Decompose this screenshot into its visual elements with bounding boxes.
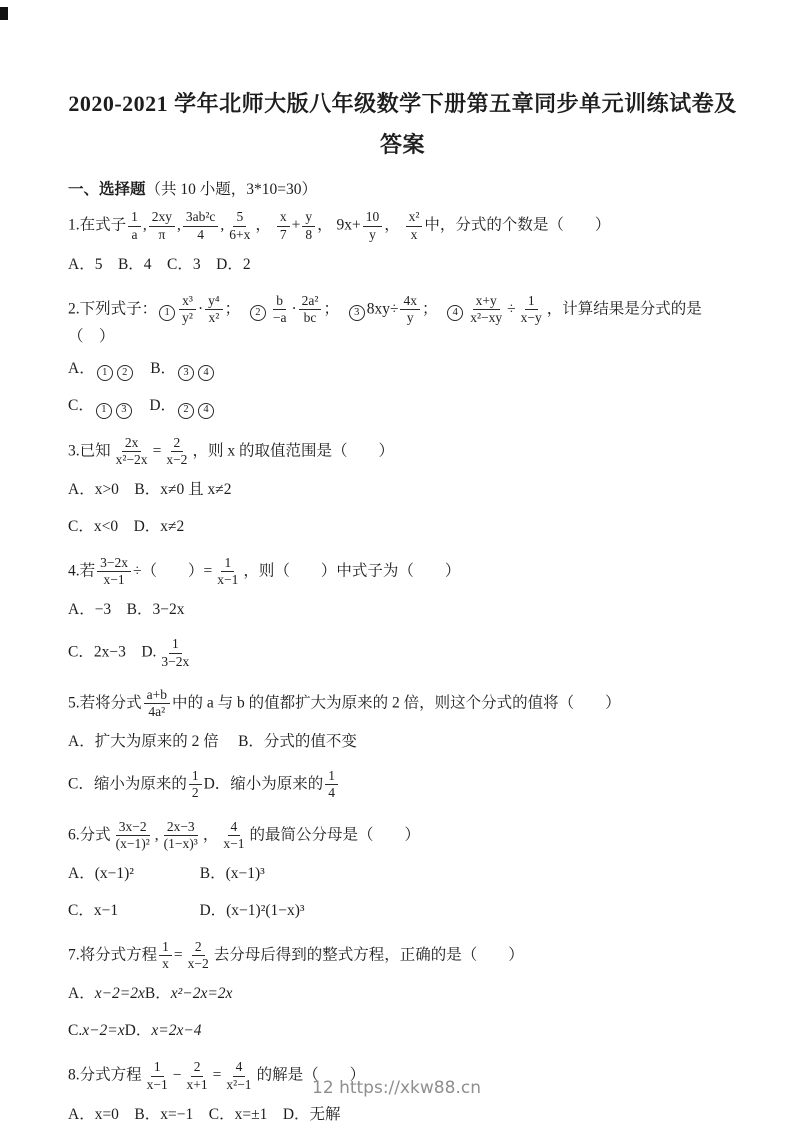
fraction-denominator: x−y	[520, 309, 542, 325]
fraction-numerator: 3−2x	[97, 555, 131, 572]
question-stem: 5.若将分式 $\frac{a+b}{\text{4a²}}$ 中的 a 与 b 的值都扩大为原来的 2 倍，则这个分式的值将（ ）	[68, 686, 621, 719]
page-footer	[0, 1078, 793, 1098]
fraction	[113, 819, 153, 852]
question-2	[68, 292, 737, 425]
fraction	[406, 209, 423, 242]
circled-number: 1	[159, 305, 175, 321]
scan-artifact-mark	[0, 7, 8, 20]
fraction-denominator: 6+x	[229, 226, 251, 242]
fraction-denominator: y	[369, 226, 376, 242]
fraction-numerator: 1	[189, 768, 202, 785]
question-4	[68, 554, 737, 677]
fraction	[185, 939, 212, 972]
fraction-numerator: 1	[525, 293, 538, 310]
question-3	[68, 434, 737, 545]
fraction	[189, 768, 202, 801]
option-line: A．扩大为原来的 2 倍 B．分式的值不变	[68, 733, 357, 751]
fraction-denominator: (x−1)²	[115, 835, 150, 851]
math-italic: x²−2x=2x	[170, 985, 233, 1003]
option-line: A．x>0 B．x≠0 且 x≠2	[68, 480, 232, 498]
question-stem: 1.在式子 $\frac{1}{a}$ , $\frac{2xy}{\pi}$ , $\frac{\text{3ab²c}}{4}$ , $\frac{5}{6+x}$ ， $\frac{x}{7}$ + $\frac{y}{8}$ ， 9x+ $\frac{10}{y}$ ， $\frac{\text{x²}}{x}$ 中，分式的个数是（ ）	[68, 209, 611, 242]
fraction-denominator: 4a²	[148, 703, 166, 719]
option-line: A．−3 B．3−2x	[68, 601, 185, 619]
fraction	[302, 209, 315, 242]
fraction	[214, 555, 241, 588]
fraction-numerator: y⁴	[205, 293, 222, 310]
option-line: C．缩小为原来的 $\frac{1}{2}$ D．缩小为原来的 $\frac{1}{4}$	[68, 760, 737, 808]
question-stem: 4.若 $\frac{3-2x}{x-1}$ ÷（ ）= $\frac{1}{x-1}$ ，则（ ）中式子为（ ）	[68, 554, 461, 588]
fraction-denominator: x−1	[146, 1076, 168, 1092]
fraction	[400, 293, 420, 326]
fraction-denominator: x+1	[186, 1076, 208, 1092]
fraction-numerator: 3x−2	[116, 819, 150, 836]
fraction-denominator: 2	[191, 785, 199, 801]
fraction-numerator: 4x	[400, 293, 420, 310]
fraction-numerator: 2a²	[299, 293, 322, 310]
fraction-numerator: 5	[233, 209, 246, 226]
fraction-numerator: x	[277, 209, 290, 226]
question-stem: 2.下列式子： 1 $\frac{\text{x³}}{\text{y²}}$ · $\frac{\text{y⁴}}{\text{x²}}$ ； 2 $\frac{b}{-a}$ · $\frac{\text{2a²}}{bc}$ ； 3 8xy÷ $\frac{4x}{y}$ ； 4 $\frac{x+y}{\text{x²−xy}}$ ÷ $\frac{1}{x-y}$ ，计算结果是分式的是（ ）	[68, 292, 702, 346]
fraction-numerator: 3ab²c	[183, 209, 219, 226]
fraction	[270, 293, 290, 326]
fraction-denominator: x²	[208, 309, 220, 325]
fraction-numerator: 1	[159, 939, 172, 956]
question-5	[68, 686, 737, 809]
circled-number: 2	[250, 305, 266, 321]
fraction-numerator: 2x−3	[164, 819, 198, 836]
title-line-2: 答案	[379, 131, 425, 157]
question-stem: 8.分式方程 $\frac{1}{x-1}$ − $\frac{2}{x+1}$ = $\frac{4}{\text{x²−1}}$ 的解是（ ）	[68, 1059, 366, 1092]
fraction	[518, 293, 545, 326]
question-list	[68, 208, 737, 1132]
circled-number: 2	[117, 365, 133, 381]
option-line: A．5 B．4 C．3 D．2	[68, 255, 251, 273]
fraction-numerator: x+y	[473, 293, 500, 310]
fraction	[467, 293, 505, 326]
fraction-denominator: 4	[328, 785, 336, 801]
fraction-numerator: 4	[233, 1059, 246, 1076]
fraction	[299, 293, 322, 326]
fraction	[183, 209, 219, 242]
circled-number: 1	[96, 403, 112, 419]
fraction-numerator: x²	[406, 209, 423, 226]
section-number: 一、	[68, 181, 100, 199]
fraction-denominator: x²−2x	[115, 451, 148, 467]
fraction-numerator: 2x	[122, 435, 142, 452]
fraction-denominator: x−2	[166, 451, 188, 467]
option-line: A．(x−1)² B．(x−1)³	[68, 864, 265, 882]
fraction-denominator: x	[410, 226, 418, 242]
footer-site-url: https://xkw88.cn	[339, 1078, 481, 1098]
section-name: 选择题	[99, 181, 146, 199]
fraction	[226, 209, 253, 242]
fraction-denominator: 8	[305, 226, 313, 242]
circled-number: 3	[116, 403, 132, 419]
option-line: C.x−2=xD．x=2x−4	[68, 1022, 202, 1040]
fraction-denominator: x−1	[217, 572, 239, 588]
math-italic: x=2x−4	[151, 1022, 202, 1040]
option-line: A．x=0 B．x=−1 C．x=±1 D．无解	[68, 1105, 341, 1123]
fraction-numerator: 2	[191, 1059, 204, 1076]
fraction-denominator: a	[131, 226, 138, 242]
fraction-denominator: x−2	[187, 956, 209, 972]
fraction	[144, 687, 170, 720]
fraction-denominator: 7	[279, 226, 287, 242]
fraction-numerator: 10	[363, 209, 383, 226]
fraction	[97, 555, 131, 588]
fraction-denominator: y	[406, 309, 414, 325]
title-line-1: 2020-2021 学年北师大版八年级数学下册第五章同步单元训练试卷及	[68, 91, 737, 116]
fraction	[220, 819, 247, 852]
fraction-numerator: 1	[128, 209, 141, 226]
question-6	[68, 818, 737, 929]
circled-number: 3	[178, 365, 194, 381]
circled-number: 4	[198, 403, 214, 419]
fraction	[128, 209, 141, 242]
fraction	[149, 209, 175, 242]
question-stem: 7.将分式方程 $\frac{1}{x}$ = $\frac{2}{x-2}$ 去分母后得到的整式方程，正确的是（ ）	[68, 938, 524, 972]
fraction-denominator: 3−2x	[161, 653, 190, 669]
question-7	[68, 938, 737, 1049]
fraction-denominator: x²−1	[226, 1076, 252, 1092]
document-title	[68, 84, 737, 165]
fraction-denominator: −a	[272, 309, 287, 325]
option-line: C．x−1 D．(x−1)²(1−x)³	[68, 901, 305, 919]
fraction-numerator: 2xy	[149, 209, 175, 226]
fraction	[205, 293, 222, 326]
fraction-denominator: x²−xy	[470, 309, 503, 325]
circled-number: 4	[198, 365, 214, 381]
fraction-denominator: bc	[303, 309, 317, 325]
fraction-denominator: x−1	[223, 835, 245, 851]
section-meta: （共 10 小题，3*10=30）	[145, 181, 318, 199]
fraction-numerator: 1	[169, 636, 182, 653]
question-stem: 3.已知 $\frac{2x}{\text{x²−2x}}$ = $\frac{2}{x-2}$ ，则 x 的取值范围是（ ）	[68, 434, 394, 467]
circled-number: 3	[349, 305, 365, 321]
fraction-numerator: a+b	[144, 687, 170, 704]
fraction	[277, 209, 290, 242]
fraction-denominator: x−1	[103, 572, 125, 588]
fraction-numerator: 2	[171, 435, 184, 452]
fraction-numerator: b	[273, 293, 286, 310]
fraction	[163, 435, 190, 468]
question-stem: 6.分式 $\frac{3x-2}{\text{(x−1)²}}$ , $\frac{2x-3}{\text{(1−x)³}}$ ， $\frac{4}{x-1}$ 的最简公分母是（ ）	[68, 818, 420, 851]
math-italic: x−2=2x	[94, 985, 145, 1003]
footer-page-number: 12	[312, 1078, 334, 1098]
fraction	[158, 636, 192, 669]
question-1	[68, 208, 737, 282]
fraction-denominator: π	[158, 226, 166, 242]
circled-number: 4	[447, 305, 463, 321]
fraction	[363, 209, 383, 242]
fraction-numerator: 1	[325, 768, 338, 785]
fraction-denominator: y²	[182, 309, 193, 325]
option-line: C． 1 3 D． 2 4	[68, 387, 737, 424]
fraction-denominator: (1−x)³	[163, 835, 198, 851]
option-line: C．2x−3 D. $\frac{1}{3-2x}$	[68, 628, 737, 676]
section-heading	[68, 177, 737, 199]
fraction-denominator: 4	[197, 226, 205, 242]
option-line: C．x<0 D．x≠2	[68, 517, 185, 535]
option-line: A．x−2=2xB．x²−2x=2x	[68, 985, 233, 1003]
circled-number: 2	[178, 403, 194, 419]
fraction-numerator: 2	[192, 939, 205, 956]
fraction-numerator: 4	[228, 819, 241, 836]
fraction-denominator: x	[162, 956, 169, 972]
fraction	[161, 819, 201, 852]
fraction-numerator: y	[302, 209, 315, 226]
fraction	[325, 768, 338, 801]
fraction-numerator: 1	[151, 1059, 164, 1076]
fraction-numerator: x³	[179, 293, 196, 310]
fraction-numerator: 1	[221, 555, 234, 572]
fraction	[159, 939, 172, 972]
option-line: A． 1 2 B． 3 4	[68, 350, 737, 387]
fraction	[179, 293, 196, 326]
math-italic: x−2=x	[82, 1022, 125, 1040]
fraction	[113, 435, 151, 468]
circled-number: 1	[97, 365, 113, 381]
